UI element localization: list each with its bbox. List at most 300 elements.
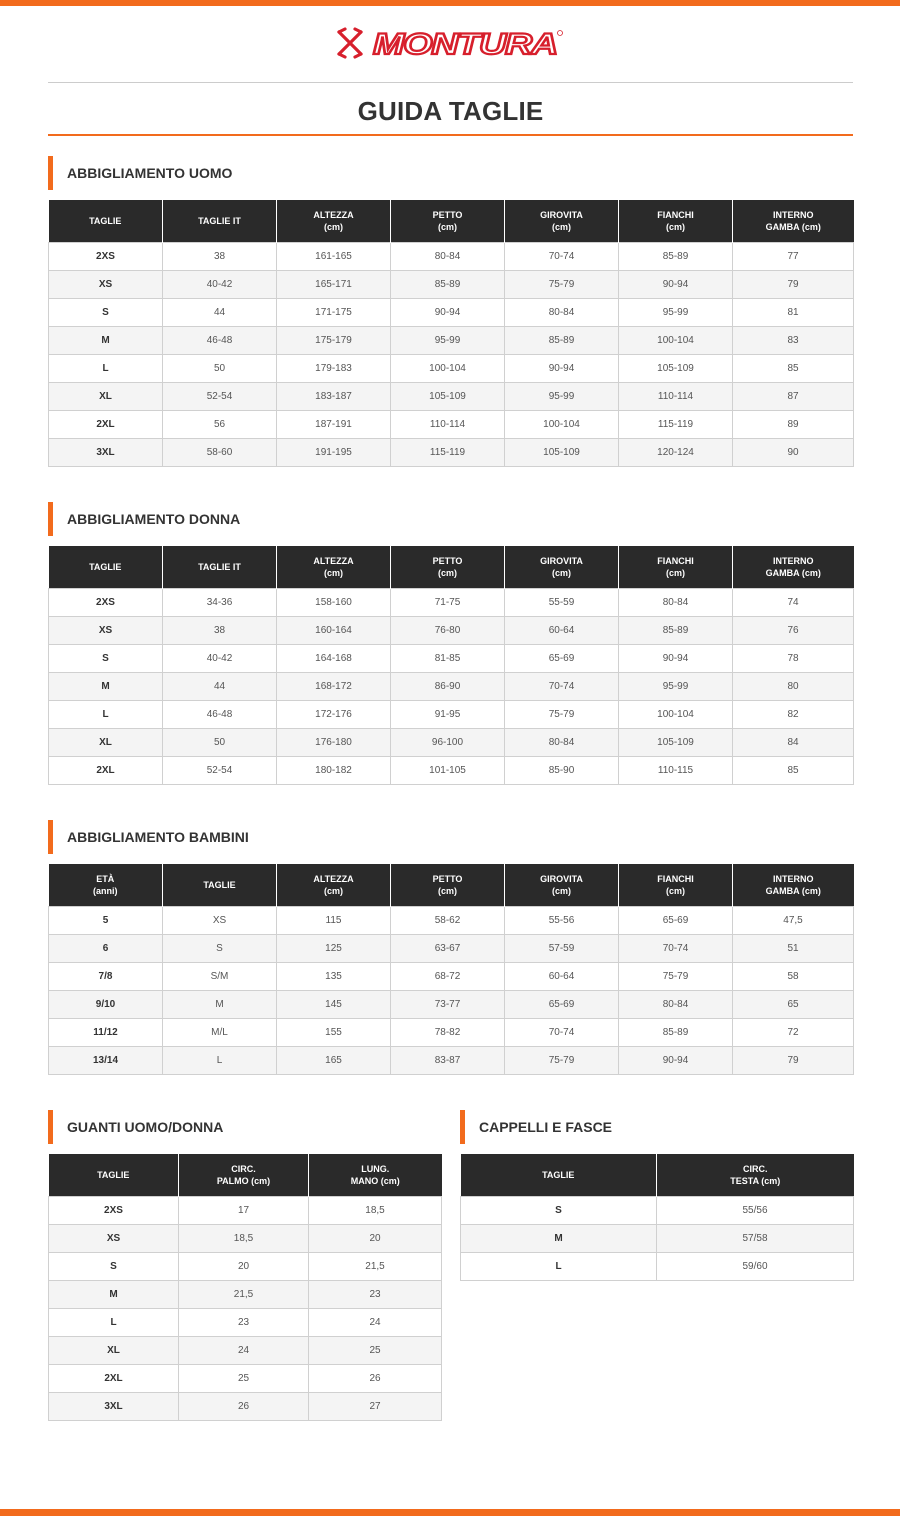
measure-cell: 85-89: [619, 616, 733, 644]
column-header-line: CIRC.: [743, 1163, 768, 1174]
section-title-bambini: ABBIGLIAMENTO BAMBINI: [48, 820, 249, 854]
measure-cell: 105-109: [391, 382, 505, 410]
measure-cell: 40-42: [163, 644, 277, 672]
measure-cell: 70-74: [619, 934, 733, 962]
column-header: [49, 864, 163, 906]
column-header-line: TESTA (cm): [730, 1175, 781, 1186]
section-title-donna: ABBIGLIAMENTO DONNA: [48, 502, 240, 536]
table-row: [49, 382, 854, 410]
measure-cell: 101-105: [391, 756, 505, 784]
measure-cell: 187-191: [277, 410, 391, 438]
measure-cell: 87: [733, 382, 854, 410]
column-header: [505, 546, 619, 588]
measure-cell: 120-124: [619, 438, 733, 466]
column-header-line: TAGLIE: [203, 879, 236, 890]
column-header-line: ALTEZZA: [313, 209, 354, 220]
size-label-cell: 13/14: [49, 1046, 163, 1074]
measure-cell: 95-99: [619, 672, 733, 700]
table-row: [49, 1392, 442, 1420]
measure-cell: M/L: [163, 1018, 277, 1046]
table-row: [49, 354, 854, 382]
column-header-line: PETTO: [432, 555, 463, 566]
table-row: [461, 1252, 854, 1280]
measure-cell: 38: [163, 242, 277, 270]
size-label-cell: L: [49, 700, 163, 728]
measure-cell: 57-59: [505, 934, 619, 962]
column-header: [277, 200, 391, 242]
measure-cell: 26: [179, 1392, 309, 1420]
measure-cell: 183-187: [277, 382, 391, 410]
size-label-cell: XL: [49, 1336, 179, 1364]
measure-cell: 85-89: [619, 1018, 733, 1046]
measure-cell: 20: [179, 1252, 309, 1280]
measure-cell: 90: [733, 438, 854, 466]
table-row: [49, 756, 854, 784]
measure-cell: 175-179: [277, 326, 391, 354]
measure-cell: 95-99: [505, 382, 619, 410]
column-header-line: (cm): [551, 885, 571, 896]
measure-cell: S: [163, 934, 277, 962]
size-label-cell: 11/12: [49, 1018, 163, 1046]
measure-cell: 75-79: [505, 700, 619, 728]
measure-cell: 58-62: [391, 906, 505, 934]
table-row: [461, 1224, 854, 1252]
table-row: [49, 326, 854, 354]
table-row: [49, 242, 854, 270]
column-header-line: (cm): [665, 567, 685, 578]
column-header: [733, 546, 854, 588]
measure-cell: 21,5: [179, 1280, 309, 1308]
column-header-line: (cm): [437, 567, 457, 578]
measure-cell: 165: [277, 1046, 391, 1074]
column-header-line: INTERNO: [773, 873, 814, 884]
column-header-line: GIROVITA: [540, 873, 583, 884]
measure-cell: 46-48: [163, 700, 277, 728]
measure-cell: 110-114: [619, 382, 733, 410]
table-row: [49, 906, 854, 934]
measure-cell: 82: [733, 700, 854, 728]
measure-cell: 70-74: [505, 1018, 619, 1046]
measure-cell: 95-99: [619, 298, 733, 326]
measure-cell: 51: [733, 934, 854, 962]
size-label-cell: 2XL: [49, 756, 163, 784]
column-header-line: TAGLIE IT: [198, 561, 241, 572]
measure-cell: 161-165: [277, 242, 391, 270]
section-title-uomo: ABBIGLIAMENTO UOMO: [48, 156, 232, 190]
column-header: [619, 546, 733, 588]
measure-cell: 81: [733, 298, 854, 326]
measure-cell: 80-84: [619, 990, 733, 1018]
measure-cell: 52-54: [163, 756, 277, 784]
top-accent-bar: [0, 0, 900, 6]
measure-cell: 58-60: [163, 438, 277, 466]
header-row: [49, 546, 854, 588]
measure-cell: M: [163, 990, 277, 1018]
measure-cell: 65-69: [505, 990, 619, 1018]
column-header: [49, 1154, 179, 1196]
measure-cell: 179-183: [277, 354, 391, 382]
column-header: [179, 1154, 309, 1196]
column-header-line: (cm): [551, 567, 571, 578]
column-header: [733, 200, 854, 242]
measure-cell: 85: [733, 756, 854, 784]
measure-cell: 80-84: [505, 298, 619, 326]
column-header: [309, 1154, 442, 1196]
measure-cell: 75-79: [505, 1046, 619, 1074]
measure-cell: 60-64: [505, 962, 619, 990]
measure-cell: 115-119: [619, 410, 733, 438]
column-header-line: TAGLIE: [89, 561, 122, 572]
measure-cell: 110-114: [391, 410, 505, 438]
column-header-line: (cm): [323, 221, 343, 232]
measure-cell: 84: [733, 728, 854, 756]
measure-cell: 75-79: [619, 962, 733, 990]
column-header-line: ALTEZZA: [313, 555, 354, 566]
bottom-accent-bar: [0, 1509, 900, 1516]
measure-cell: 90-94: [505, 354, 619, 382]
size-label-cell: XS: [49, 270, 163, 298]
measure-cell: 79: [733, 1046, 854, 1074]
size-label-cell: M: [49, 672, 163, 700]
column-header-line: PALMO (cm): [216, 1175, 271, 1186]
table-row: [49, 1336, 442, 1364]
column-header: [163, 864, 277, 906]
size-label-cell: 2XL: [49, 1364, 179, 1392]
measure-cell: 125: [277, 934, 391, 962]
header-row: [49, 1154, 442, 1196]
measure-cell: 85-90: [505, 756, 619, 784]
measure-cell: 105-109: [505, 438, 619, 466]
size-label-cell: L: [49, 354, 163, 382]
measure-cell: 44: [163, 298, 277, 326]
measure-cell: 86-90: [391, 672, 505, 700]
measure-cell: 80-84: [619, 588, 733, 616]
column-header-line: ETÀ: [96, 873, 115, 884]
size-label-cell: 6: [49, 934, 163, 962]
measure-cell: 68-72: [391, 962, 505, 990]
size-label-cell: XL: [49, 728, 163, 756]
measure-cell: 89: [733, 410, 854, 438]
measure-cell: 100-104: [619, 326, 733, 354]
table-row: [49, 672, 854, 700]
table-row: [49, 1252, 442, 1280]
size-label-cell: S: [49, 644, 163, 672]
column-header-line: TAGLIE: [89, 215, 122, 226]
table-row: [49, 644, 854, 672]
table-row: [49, 616, 854, 644]
measure-cell: 105-109: [619, 728, 733, 756]
measure-cell: 25: [179, 1364, 309, 1392]
table-row: [49, 1280, 442, 1308]
table-row: [49, 1196, 442, 1224]
measure-cell: 78: [733, 644, 854, 672]
column-header: [619, 200, 733, 242]
measure-cell: 78-82: [391, 1018, 505, 1046]
measure-cell: 105-109: [619, 354, 733, 382]
measure-cell: 65-69: [619, 906, 733, 934]
measure-cell: 115: [277, 906, 391, 934]
measure-cell: 165-171: [277, 270, 391, 298]
column-header-line: CIRC.: [231, 1163, 256, 1174]
measure-cell: 26: [309, 1364, 442, 1392]
section-title-guanti: GUANTI UOMO/DONNA: [48, 1110, 223, 1144]
column-header-line: TAGLIE: [97, 1169, 130, 1180]
size-label-cell: 7/8: [49, 962, 163, 990]
measure-cell: 65: [733, 990, 854, 1018]
measure-cell: 72: [733, 1018, 854, 1046]
measure-cell: S/M: [163, 962, 277, 990]
measure-cell: 27: [309, 1392, 442, 1420]
measure-cell: 20: [309, 1224, 442, 1252]
montura-logo: [335, 26, 565, 60]
measure-cell: 47,5: [733, 906, 854, 934]
table-row: [49, 270, 854, 298]
size-label-cell: XS: [49, 616, 163, 644]
measure-cell: 25: [309, 1336, 442, 1364]
measure-cell: 52-54: [163, 382, 277, 410]
measure-cell: 81-85: [391, 644, 505, 672]
measure-cell: 23: [309, 1280, 442, 1308]
column-header-line: FIANCHI: [657, 555, 694, 566]
size-table-cappelli: [460, 1154, 854, 1281]
header-row: [461, 1154, 854, 1196]
size-label-cell: S: [461, 1196, 657, 1224]
title-underline: [48, 134, 853, 136]
column-header: [163, 546, 277, 588]
column-header-line: GIROVITA: [540, 209, 583, 220]
measure-cell: 74: [733, 588, 854, 616]
column-header-line: FIANCHI: [657, 873, 694, 884]
size-table-bambini: [48, 864, 854, 1075]
measure-cell: 171-175: [277, 298, 391, 326]
measure-cell: 24: [309, 1308, 442, 1336]
size-label-cell: M: [461, 1224, 657, 1252]
size-label-cell: 9/10: [49, 990, 163, 1018]
measure-cell: 158-160: [277, 588, 391, 616]
column-header-line: LUNG.: [361, 1163, 390, 1174]
measure-cell: 135: [277, 962, 391, 990]
column-header: [163, 200, 277, 242]
table-row: [49, 728, 854, 756]
measure-cell: 76: [733, 616, 854, 644]
column-header-line: ALTEZZA: [313, 873, 354, 884]
measure-cell: 18,5: [309, 1196, 442, 1224]
column-header-line: PETTO: [432, 873, 463, 884]
measure-cell: 85-89: [619, 242, 733, 270]
size-label-cell: 2XS: [49, 1196, 179, 1224]
measure-cell: 83: [733, 326, 854, 354]
column-header: [461, 1154, 657, 1196]
measure-cell: 24: [179, 1336, 309, 1364]
measure-cell: 34-36: [163, 588, 277, 616]
measure-cell: 145: [277, 990, 391, 1018]
measure-cell: 80-84: [391, 242, 505, 270]
measure-cell: 176-180: [277, 728, 391, 756]
column-header: [391, 864, 505, 906]
column-header-line: (cm): [551, 221, 571, 232]
measure-cell: 55-56: [505, 906, 619, 934]
measure-cell: 21,5: [309, 1252, 442, 1280]
size-table-donna: [48, 546, 854, 785]
column-header-line: GAMBA (cm): [765, 221, 821, 232]
size-label-cell: XL: [49, 382, 163, 410]
measure-cell: 75-79: [505, 270, 619, 298]
measure-cell: 60-64: [505, 616, 619, 644]
measure-cell: 100-104: [505, 410, 619, 438]
column-header: [505, 864, 619, 906]
measure-cell: 46-48: [163, 326, 277, 354]
size-label-cell: 5: [49, 906, 163, 934]
column-header: [733, 864, 854, 906]
header-row: [49, 200, 854, 242]
column-header-line: (cm): [323, 567, 343, 578]
measure-cell: 180-182: [277, 756, 391, 784]
measure-cell: 50: [163, 728, 277, 756]
measure-cell: 76-80: [391, 616, 505, 644]
measure-cell: 160-164: [277, 616, 391, 644]
measure-cell: 38: [163, 616, 277, 644]
measure-cell: 40-42: [163, 270, 277, 298]
measure-cell: 172-176: [277, 700, 391, 728]
column-header: [505, 200, 619, 242]
table-row: [49, 1308, 442, 1336]
section-title-cappelli: CAPPELLI E FASCE: [460, 1110, 612, 1144]
header-divider: [48, 82, 853, 83]
measure-cell: 73-77: [391, 990, 505, 1018]
column-header-line: TAGLIE: [542, 1169, 575, 1180]
column-header: [391, 200, 505, 242]
column-header-line: (cm): [665, 221, 685, 232]
measure-cell: 55/56: [657, 1196, 854, 1224]
measure-cell: 90-94: [619, 270, 733, 298]
table-row: [49, 934, 854, 962]
measure-cell: 96-100: [391, 728, 505, 756]
measure-cell: 85-89: [391, 270, 505, 298]
measure-cell: 44: [163, 672, 277, 700]
measure-cell: 17: [179, 1196, 309, 1224]
measure-cell: 71-75: [391, 588, 505, 616]
page-title: GUIDA TAGLIE: [357, 96, 544, 126]
table-row: [49, 1046, 854, 1074]
size-label-cell: 3XL: [49, 438, 163, 466]
column-header-line: INTERNO: [773, 209, 814, 220]
measure-cell: 155: [277, 1018, 391, 1046]
measure-cell: 83-87: [391, 1046, 505, 1074]
measure-cell: 65-69: [505, 644, 619, 672]
table-row: [49, 410, 854, 438]
measure-cell: 90-94: [619, 1046, 733, 1074]
table-row: [49, 700, 854, 728]
measure-cell: 63-67: [391, 934, 505, 962]
size-label-cell: M: [49, 326, 163, 354]
column-header-line: (cm): [323, 885, 343, 896]
column-header-line: TAGLIE IT: [198, 215, 241, 226]
measure-cell: 110-115: [619, 756, 733, 784]
column-header: [277, 546, 391, 588]
measure-cell: 90-94: [391, 298, 505, 326]
measure-cell: 23: [179, 1308, 309, 1336]
size-label-cell: S: [49, 298, 163, 326]
measure-cell: 57/58: [657, 1224, 854, 1252]
measure-cell: 85: [733, 354, 854, 382]
measure-cell: 70-74: [505, 672, 619, 700]
logo-wordmark: MONTURA: [373, 28, 557, 60]
measure-cell: 79: [733, 270, 854, 298]
column-header-line: GAMBA (cm): [765, 885, 821, 896]
measure-cell: 90-94: [619, 644, 733, 672]
header-row: [49, 864, 854, 906]
size-table-guanti: [48, 1154, 442, 1421]
column-header-line: (anni): [93, 885, 118, 896]
measure-cell: 95-99: [391, 326, 505, 354]
measure-cell: 56: [163, 410, 277, 438]
measure-cell: 80: [733, 672, 854, 700]
size-label-cell: 2XS: [49, 588, 163, 616]
size-label-cell: M: [49, 1280, 179, 1308]
column-header-line: FIANCHI: [657, 209, 694, 220]
measure-cell: 168-172: [277, 672, 391, 700]
column-header: [49, 546, 163, 588]
column-header-line: MANO (cm): [350, 1175, 400, 1186]
table-row: [49, 438, 854, 466]
table-row: [49, 298, 854, 326]
measure-cell: XS: [163, 906, 277, 934]
column-header-line: INTERNO: [773, 555, 814, 566]
measure-cell: 191-195: [277, 438, 391, 466]
measure-cell: 58: [733, 962, 854, 990]
measure-cell: 164-168: [277, 644, 391, 672]
measure-cell: 115-119: [391, 438, 505, 466]
column-header-line: GAMBA (cm): [765, 567, 821, 578]
table-row: [49, 990, 854, 1018]
column-header: [49, 200, 163, 242]
table-row: [49, 588, 854, 616]
table-row: [49, 1364, 442, 1392]
column-header-line: (cm): [437, 885, 457, 896]
size-label-cell: 2XS: [49, 242, 163, 270]
measure-cell: 77: [733, 242, 854, 270]
measure-cell: 59/60: [657, 1252, 854, 1280]
column-header: [277, 864, 391, 906]
table-row: [49, 1224, 442, 1252]
table-row: [49, 1018, 854, 1046]
size-table-uomo: [48, 200, 854, 467]
measure-cell: 80-84: [505, 728, 619, 756]
size-label-cell: L: [461, 1252, 657, 1280]
table-row: [461, 1196, 854, 1224]
size-label-cell: 3XL: [49, 1392, 179, 1420]
measure-cell: 70-74: [505, 242, 619, 270]
column-header: [657, 1154, 854, 1196]
size-label-cell: XS: [49, 1224, 179, 1252]
column-header: [391, 546, 505, 588]
column-header-line: GIROVITA: [540, 555, 583, 566]
column-header: [619, 864, 733, 906]
size-label-cell: L: [49, 1308, 179, 1336]
table-row: [49, 962, 854, 990]
measure-cell: 100-104: [619, 700, 733, 728]
measure-cell: 85-89: [505, 326, 619, 354]
column-header-line: PETTO: [432, 209, 463, 220]
measure-cell: L: [163, 1046, 277, 1074]
size-label-cell: S: [49, 1252, 179, 1280]
measure-cell: 18,5: [179, 1224, 309, 1252]
column-header-line: (cm): [665, 885, 685, 896]
measure-cell: 50: [163, 354, 277, 382]
measure-cell: 91-95: [391, 700, 505, 728]
measure-cell: 100-104: [391, 354, 505, 382]
measure-cell: 55-59: [505, 588, 619, 616]
